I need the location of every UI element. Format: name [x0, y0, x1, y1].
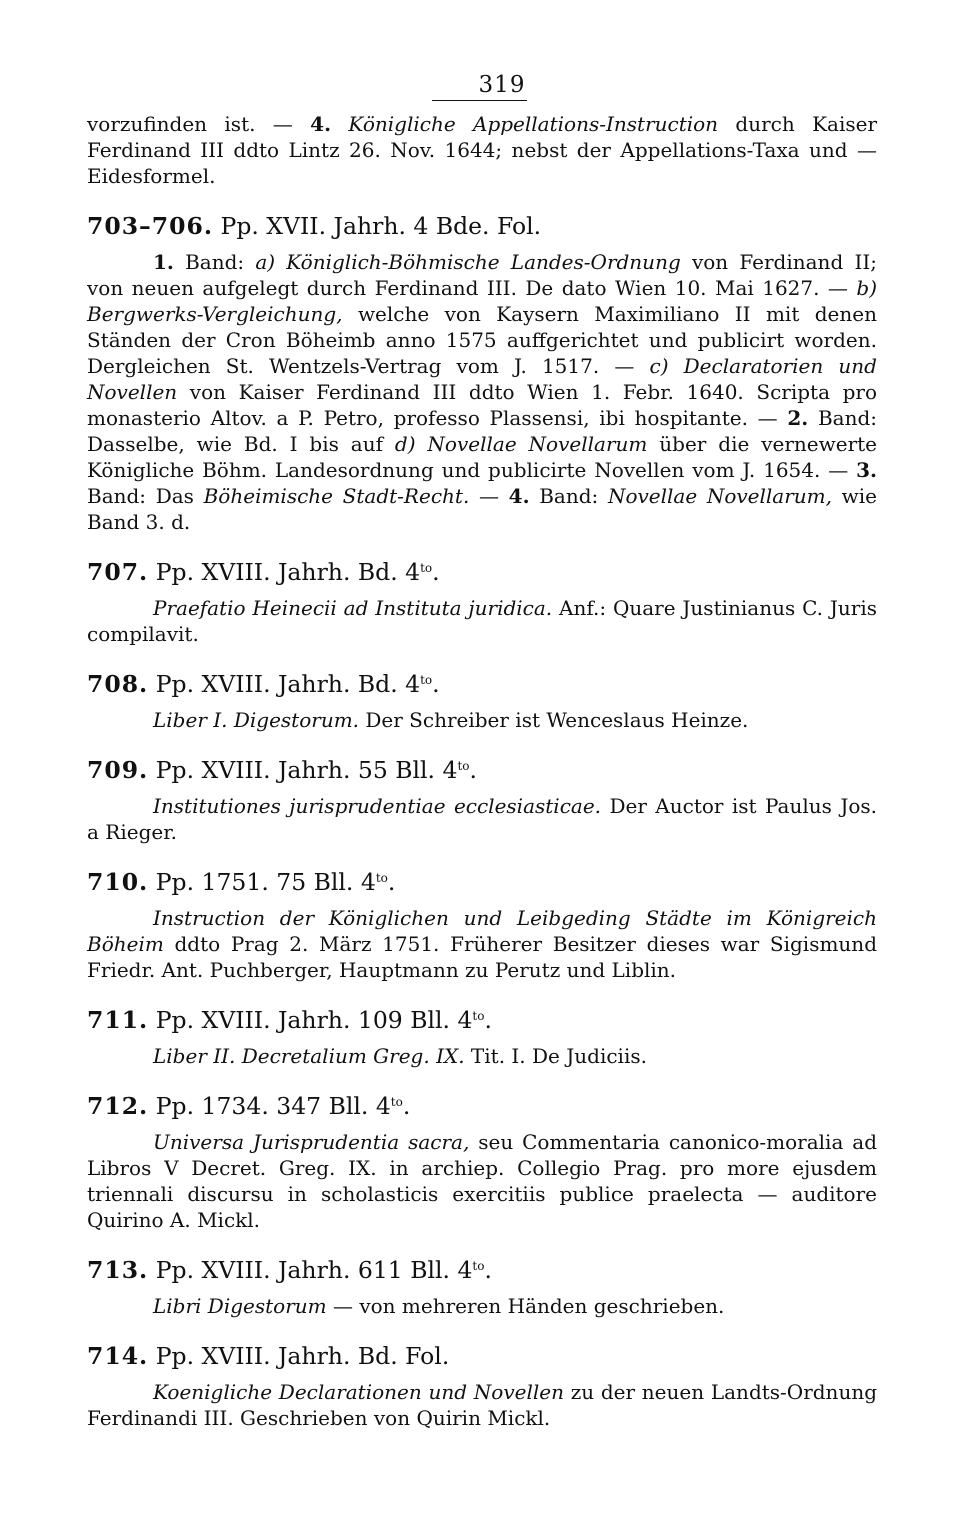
- entry-heading-end: .: [469, 756, 477, 784]
- entry-heading-text: Pp. XVIII. Jahrh. Bd. Fol.: [148, 1342, 450, 1370]
- entry-description: [87, 793, 877, 845]
- intro-space: [331, 112, 348, 136]
- volume-number: 2.: [787, 406, 809, 430]
- intro-text-continued: durch Kaiser Ferdinand III ddto Lintz 26. Nov. 1644; nebst der Appellations-Taxa und — Eidesformel.: [87, 112, 878, 188]
- entry-title-italic: Instruction der Königlichen und Leibgeding Städte im Königreich Böheim: [87, 906, 877, 956]
- entry-number: 714.: [87, 1342, 149, 1370]
- entry-heading: [87, 1005, 877, 1035]
- entry-heading-text: Pp. XVIII. Jahrh. 109 Bll. 4: [148, 1006, 473, 1034]
- entry-heading-text: Pp. 1734. 347 Bll. 4: [148, 1092, 391, 1120]
- entry-title-italic: a) Königlich-Böhmische Landes-Ordnung: [255, 250, 681, 274]
- entry-heading: [87, 755, 877, 785]
- entry-title-italic: Koenigliche Declarationen und Novellen: [153, 1380, 564, 1404]
- format-superscript: to: [457, 759, 470, 773]
- entry-title-italic: b) Bergwerks-Vergleichung,: [87, 276, 877, 326]
- catalog-entry: [87, 1255, 877, 1319]
- entry-heading-text: Pp. XVIII. Jahrh. Bd. 4: [148, 558, 421, 586]
- entry-description: [87, 1293, 877, 1319]
- entry-text: Band: Das: [87, 484, 204, 508]
- page-number-rule: [432, 100, 527, 101]
- entry-text: Tit. I. De Judiciis.: [464, 1044, 647, 1068]
- entry-text: Band:: [173, 250, 256, 274]
- volume-number: 4.: [508, 484, 530, 508]
- entry-title-italic: Institutiones jurisprudentiae ecclesiasticae.: [153, 794, 602, 818]
- entry-text: ddto Prag 2. März 1751. Früherer Besitzer dieses war Sigismund Friedr. Ant. Puchberger, Hauptmann zu Perutz und Liblin.: [87, 932, 877, 982]
- entry-heading-text: Pp. XVII. Jahrh. 4 Bde. Fol.: [213, 212, 542, 240]
- entry-title-italic: Novellae Novellarum,: [607, 484, 832, 508]
- entry-text: seu Commentaria canonico-moralia ad Libros V Decret. Greg. IX. in archiep. Collegio Prag. pro more ejusdem triennali discursu in scholasticis exercitiis publice praelecta — auditore Quirino A. Mickl.: [87, 1130, 878, 1232]
- entry-text: Der Auctor ist Paulus Jos. a Rieger.: [87, 794, 877, 844]
- entry-description: [87, 1043, 877, 1069]
- entry-text: — von mehreren Händen geschrieben.: [326, 1294, 725, 1318]
- entry-heading: [87, 1091, 877, 1121]
- entry-description: [87, 249, 877, 535]
- entry-heading-text: Pp. XVIII. Jahrh. 55 Bll. 4: [148, 756, 458, 784]
- entry-heading: [87, 211, 877, 241]
- entry-title-italic: c) Declaratorien und Novellen: [87, 354, 877, 404]
- entry-number: 710.: [87, 868, 149, 896]
- entry-heading-end: .: [402, 1092, 411, 1120]
- intro-title: Königliche Appellations-Instruction: [348, 112, 719, 136]
- format-superscript: to: [375, 871, 388, 885]
- entry-title-italic: Liber II. Decretalium Greg. IX.: [153, 1044, 465, 1068]
- entry-description: [87, 905, 877, 983]
- entry-heading-end: .: [387, 868, 396, 896]
- entry-text: zu der neuen Landts-Ordnung Ferdinandi III. Geschrieben von Quirin Mickl.: [87, 1380, 878, 1430]
- intro-number: 4.: [310, 112, 332, 136]
- format-superscript: to: [420, 561, 433, 575]
- entry-text: von Ferdinand II; von neuen aufgelegt durch Ferdinand III. De dato Wien 10. Mai 1627. —: [87, 250, 877, 300]
- entry-heading-text: Pp. XVIII. Jahrh. 611 Bll. 4: [148, 1256, 473, 1284]
- catalog-entry: [87, 557, 877, 647]
- entry-title-italic: Universa Jurisprudentia sacra,: [153, 1130, 470, 1154]
- volume-number: 1.: [153, 250, 174, 274]
- entry-number: 707.: [87, 558, 149, 586]
- entry-number: 709.: [87, 756, 149, 784]
- entry-number: 703–706.: [87, 212, 214, 240]
- entry-description: [87, 595, 877, 647]
- entry-heading-end: .: [432, 558, 440, 586]
- entry-heading: [87, 669, 877, 699]
- entry-title-italic: Liber I. Digestorum.: [153, 708, 360, 732]
- entry-text: —: [469, 484, 509, 508]
- entry-text: wie Band 3. d.: [87, 484, 878, 534]
- catalog-entry: [87, 867, 877, 983]
- entry-description: [87, 1379, 877, 1431]
- entry-title-italic: Böheimische Stadt-Recht.: [203, 484, 470, 508]
- intro-text: vorzufinden ist. —: [87, 112, 311, 136]
- entry-text: über die vernewerte Königliche Böhm. Landesordnung und publicirte Novellen vom J. 1654. —: [87, 432, 877, 482]
- entry-heading-end: .: [432, 670, 440, 698]
- entry-title-italic: d) Novellae Novellarum: [394, 432, 648, 456]
- entry-text: Anf.: Quare Justinianus C. Juris compilavit.: [87, 596, 877, 646]
- entry-heading: [87, 1341, 877, 1371]
- entry-number: 713.: [87, 1256, 149, 1284]
- entry-number: 708.: [87, 670, 149, 698]
- entry-description: [87, 1129, 877, 1233]
- entry-text: Der Schreiber ist Wenceslaus Heinze.: [359, 708, 749, 732]
- volume-number: 3.: [856, 458, 877, 482]
- catalog-entry: [87, 1091, 877, 1233]
- format-superscript: to: [472, 1259, 485, 1273]
- entry-title-italic: Praefatio Heinecii ad Instituta juridica.: [153, 596, 553, 620]
- catalog-entry: [87, 211, 877, 535]
- entry-title-italic: Libri Digestorum: [153, 1294, 327, 1318]
- entry-number: 711.: [87, 1006, 149, 1034]
- entry-heading-end: .: [484, 1256, 492, 1284]
- page-number: 319: [478, 72, 526, 98]
- entry-text: welche von Kaysern Maximiliano II mit denen Ständen der Cron Böheimb anno 1575 auffgerichtet und publicirt worden. Dergleichen St. Wentzels-Vertrag vom J. 1517. —: [87, 302, 877, 378]
- entry-heading-text: Pp. XVIII. Jahrh. Bd. 4: [148, 670, 421, 698]
- format-superscript: to: [472, 1009, 485, 1023]
- intro-paragraph: [87, 111, 877, 189]
- entry-text: von Kaiser Ferdinand III ddto Wien 1. Febr. 1640. Scripta pro monasterio Altov. a P. Petro, professo Plassensi, ibi hospitante. —: [87, 380, 877, 430]
- catalog-entry: [87, 1005, 877, 1069]
- catalog-entry: [87, 1341, 877, 1431]
- document-page: [87, 70, 877, 1431]
- entry-text: Band: Dasselbe, wie Bd. I bis auf: [87, 406, 877, 456]
- entry-text: Band:: [529, 484, 608, 508]
- catalog-entry: [87, 755, 877, 845]
- catalog-entry: [87, 669, 877, 733]
- entry-heading: [87, 1255, 877, 1285]
- format-superscript: to: [420, 673, 433, 687]
- format-superscript: to: [390, 1095, 403, 1109]
- entry-number: 712.: [87, 1092, 149, 1120]
- entry-heading-text: Pp. 1751. 75 Bll. 4: [148, 868, 376, 896]
- catalog-entries: [87, 211, 877, 1431]
- entry-heading-end: .: [484, 1006, 492, 1034]
- entry-heading: [87, 867, 877, 897]
- entry-description: [87, 707, 877, 733]
- entry-heading: [87, 557, 877, 587]
